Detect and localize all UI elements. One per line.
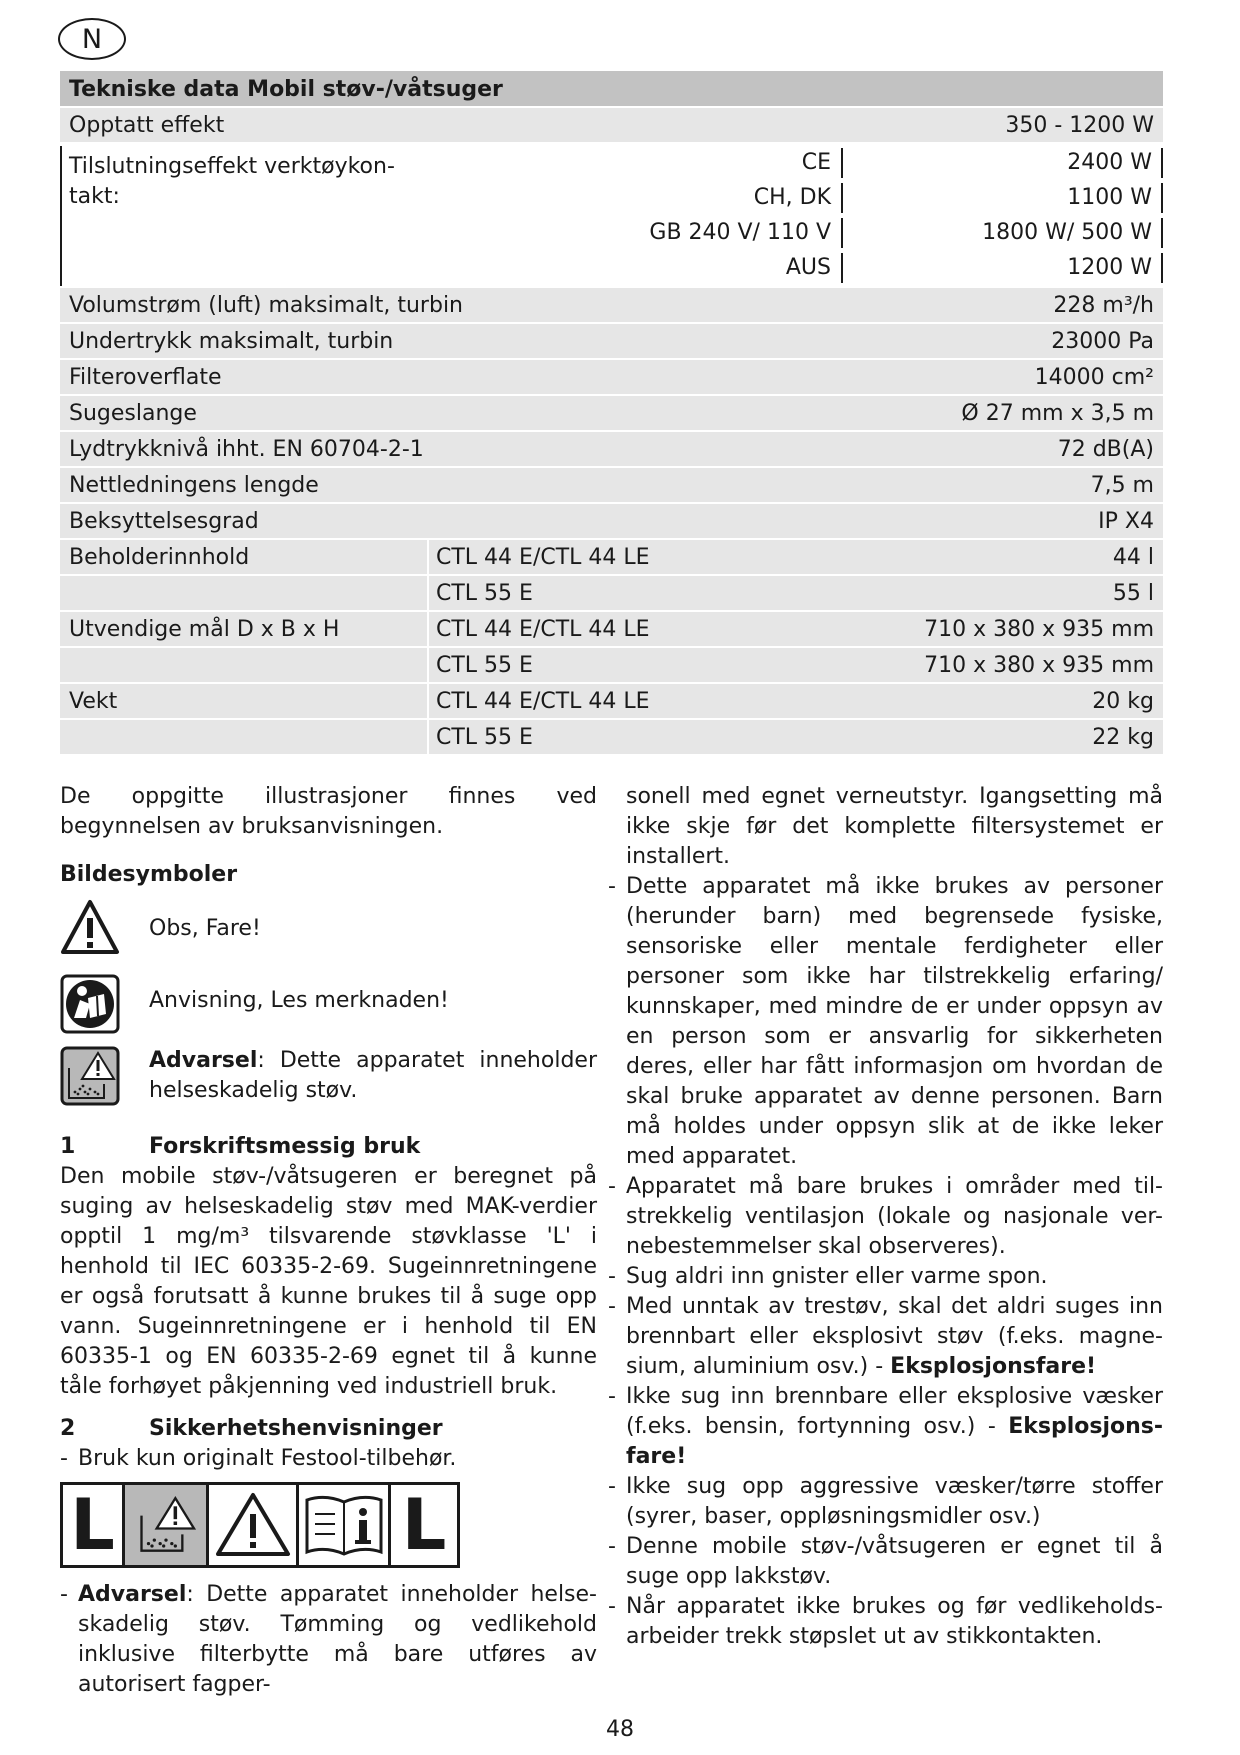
list-item: - Dette apparatet må ikke brukes av personer (herunder barn) med begrensede fysiske, sensoriske eller mentale ferdigheter eller personer som ikke har tilstrekkelig erfaring/ kunnskaper, med mindre de er under oppsyn av en person som er ansvarlig for sikkerheten deres, eller har fått informasjon om hvordan de skal bruke apparatet av denne personen. Barn må holdes under oppsyn slik at de ikke leker med apparatet. [608,874,1163,1169]
section-1-title [60,1132,597,1162]
row-value: 22 kg [1092,725,1154,750]
socket-value: 2400 W [1067,148,1163,178]
row-value: 350 - 1200 W [1005,113,1154,138]
list-item: - Bruk kun originalt Festool-tilbehør. [60,1446,457,1471]
table-row [60,108,1163,144]
section-title: Sikkerhetshenvisninger [149,1416,443,1441]
row-label: Beksyttelsesgrad [69,509,259,534]
table-row [60,576,1163,612]
socket-value: 1800 W/ 500 W [982,218,1163,248]
socket-power-block [60,144,1163,288]
list-item: - Ikke sug inn brennbare eller eksplosive væsker (f.eks. bensin, fortynning osv.) - Eksplosjons-fare! [608,1384,1163,1469]
row-value: IP X4 [1098,509,1154,534]
row-label: Vekt [69,689,118,714]
table-row [60,468,1163,504]
row-value: 710 x 380 x 935 mm [924,617,1154,642]
row-label: Utvendige mål D x B x H [69,617,340,642]
socket-power-label: Tilslutningseffekt verktøykon-takt: [69,154,395,209]
row-value: 7,5 m [1090,473,1154,498]
table-title: Tekniske data Mobil støv-/våtsuger [69,77,503,102]
section-number: 2 [60,1416,76,1441]
table-row [60,720,1163,756]
row-value: 72 dB(A) [1057,437,1154,462]
dust-class-l-right: L [401,1484,447,1566]
row-label: Lydtrykknivå ihht. EN 60704-2-1 [69,437,424,462]
section-2-title [60,1414,597,1444]
warning-triangle-icon [209,1485,299,1565]
row-label: Volumstrøm (luft) maksimalt, turbin [69,293,464,318]
symbol-dust-text: Advarsel: Dette apparatet inneholder helseskadelig støv. [149,1048,597,1103]
read-manual-icon [60,974,120,1034]
row-label: Beholderinnhold [69,545,250,570]
table-row [60,612,1163,648]
row-model: CTL 44 E/CTL 44 LE [436,617,650,642]
intro-text: De oppgitte illustrasjoner finnes ved begynnelsen av bruksanvisningen. [60,784,597,839]
row-model: CTL 55 E [436,653,533,678]
socket-value: 1200 W [1067,253,1163,283]
row-value: 710 x 380 x 935 mm [924,653,1154,678]
row-value: 23000 Pa [1051,329,1154,354]
continuation-text: sonell med egnet verneutstyr. Igangsetting må ikke skje før det komplette filtersystemet er installert. [626,784,1163,869]
page-number: 48 [606,1717,634,1742]
symbol-strip [60,1482,460,1568]
row-label: Undertrykk maksimalt, turbin [69,329,394,354]
row-value: 44 l [1112,545,1154,570]
table-row [60,288,1163,324]
table-title-row [60,71,1163,108]
section-title: Forskriftsmessig bruk [149,1134,421,1159]
section-1-text: Den mobile støv-/våtsugeren er beregnet på suging av helseskadelig støv med MAK-verdier opptil 1 mg/m³ tilsvarende støvklasse 'L' i henhold til IEC 60335-2-69. Sugeinnretningene er også forutsatt å kunne brukes til å suge opp vann. Sugeinnretningene er i henhold til EN 60335-1 og EN 60335-2-69 egnet til å kunne tåle forhøyet påkjenning ved industriell bruk. [60,1164,597,1399]
row-label: Nettledningens lengde [69,473,319,498]
symbols-heading: Bildesymboler [60,862,238,887]
table-row [60,648,1163,684]
list-item: - Med unntak av trestøv, skal det aldri suges inn brennbart eller eksplosivt støv (f.eks. magne-sium, aluminium osv.) - Eksplosjonsfare! [608,1294,1163,1379]
list-item: - Advarsel: Dette apparatet inneholder helse-skadelig støv. Tømming og vedlikehold inklusive filterbytte må bare utføres av autorisert fagper- [60,1582,597,1697]
left-column [60,782,597,1700]
row-value: 228 m³/h [1053,293,1154,318]
socket-region: CE [802,148,843,178]
row-label: Filteroverflate [69,365,222,390]
socket-region: AUS [786,253,843,283]
row-value: Ø 27 mm x 3,5 m [961,401,1154,426]
row-label: Sugeslange [69,401,197,426]
table-row [60,360,1163,396]
section-number: 1 [60,1134,76,1159]
health-dust-icon [125,1485,209,1565]
table-row [60,540,1163,576]
row-label: Opptatt effekt [69,113,225,138]
socket-region: CH, DK [754,183,843,213]
row-model: CTL 55 E [436,581,533,606]
socket-value: 1100 W [1067,183,1163,213]
dust-class-l-left: L [63,1485,125,1565]
warning-triangle-icon [60,898,120,958]
socket-region: GB 240 V/ 110 V [649,218,843,248]
symbol-dust [60,1046,597,1126]
manual-info-icon [299,1485,391,1565]
row-model: CTL 44 E/CTL 44 LE [436,545,650,570]
table-row [60,432,1163,468]
list-item: - Apparatet må bare brukes i områder med til-strekkelig ventilasjon (lokale og nasjonale ver-nebestemmelser skal observeres). [608,1174,1163,1259]
row-model: CTL 44 E/CTL 44 LE [436,689,650,714]
list-item: - Denne mobile støv-/våtsugeren er egnet til å suge opp lakkstøv. [608,1534,1163,1589]
right-column [608,782,1163,1652]
table-row [60,324,1163,360]
row-value: 55 l [1112,581,1154,606]
row-value: 20 kg [1092,689,1154,714]
table-row [60,684,1163,720]
symbol-danger-text: Obs, Fare! [149,916,261,941]
health-dust-icon [60,1046,120,1106]
row-model: CTL 55 E [436,725,533,750]
list-item: - Når apparatet ikke brukes og før vedlikeholds-arbeider trekk støpslet ut av stikkontakten. [608,1594,1163,1649]
table-row [60,396,1163,432]
language-badge: N [58,18,126,60]
tech-data-table [60,71,1163,756]
symbol-read [60,974,597,1046]
table-row [60,504,1163,540]
bracket-line [60,146,62,286]
list-item: - Sug aldri inn gnister eller varme spon. [608,1264,1048,1289]
list-item: - Ikke sug opp aggressive væsker/tørre stoffer (syrer, baser, oppløsningsmidler osv.) [608,1474,1163,1529]
symbol-danger [60,898,597,970]
symbol-read-text: Anvisning, Les merknaden! [149,988,449,1013]
row-value: 14000 cm² [1034,365,1154,390]
